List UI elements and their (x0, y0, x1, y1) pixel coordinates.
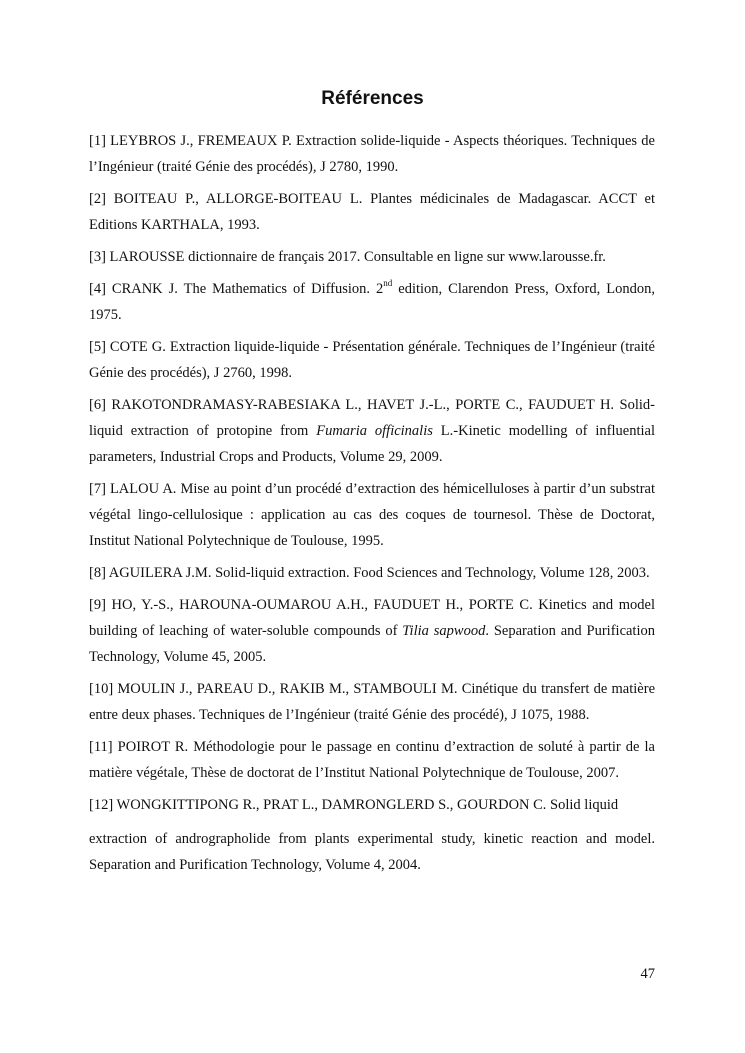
reference-6-italic: Fumaria officinalis (316, 423, 433, 439)
reference-4-text-end: edition, Clarendon Press, Oxford, London, 1975. (89, 281, 655, 323)
reference-11: [11] POIROT R. Méthodologie pour le passage en continu d’extraction de soluté à partir de la matière végétale, Thèse de doctorat de l’Institut National Polytechnique de Toulouse, 2007. (89, 739, 655, 781)
reference-1: [1] LEYBROS J., FREMEAUX P. Extraction solide-liquide - Aspects théoriques. Techniques de l’Ingénieur (traité Génie des procédés), J 2780, 1990. (89, 133, 655, 175)
reference-4-text: [4] CRANK J. The Mathematics of Diffusion. 2 (89, 281, 384, 297)
reference-5: [5] COTE G. Extraction liquide-liquide - Présentation générale. Techniques de l’Ingénieur (traité Génie des procédés), J 2760, 1998. (89, 339, 655, 381)
reference-8: [8] AGUILERA J.M. Solid-liquid extraction. Food Sciences and Technology, Volume 128, 2003. (89, 565, 650, 581)
reference-6-text: [6] RAKOTONDRAMASY-RABESIAKA L., HAVET J.-L., PORTE C., FAUDUET H. Solid-liquid extraction of protopine from (89, 397, 655, 439)
reference-9-text-end: . Separation and Purification Technology, Volume 45, 2005. (89, 623, 655, 665)
reference-9-text: [9] HO, Y.-S., HAROUNA-OUMAROU A.H., FAUDUET H., PORTE C. Kinetics and model building of leaching of water-soluble compounds of (89, 597, 655, 639)
reference-4-superscript: nd (383, 278, 393, 289)
reference-12-line1: [12] WONGKITTIPONG R., PRAT L., DAMRONGLERD S., GOURDON C. Solid liquid (89, 797, 619, 813)
reference-9 (89, 592, 655, 670)
page-title: Références (321, 88, 424, 109)
reference-7: [7] LALOU A. Mise au point d’un procédé d’extraction des hémicelluloses à partir d’un substrat végétal lingo-cellulosique : application au cas des coques de tournesol. Thèse de Doctorat, Institut National Polytechnique de Toulouse, 1995. (89, 481, 655, 549)
page-number: 47 (640, 966, 655, 982)
reference-12-continuation: extraction of andrographolide from plants experimental study, kinetic reaction and model. Separation and Purification Technology, Volume 4, 2004. (89, 831, 655, 873)
reference-6 (89, 392, 655, 470)
reference-3: [3] LAROUSSE dictionnaire de français 2017. Consultable en ligne sur www.larousse.fr. (89, 249, 606, 265)
reference-10: [10] MOULIN J., PAREAU D., RAKIB M., STAMBOULI M. Cinétique du transfert de matière entre deux phases. Techniques de l’Ingénieur (traité Génie des procédé), J 1075, 1988. (89, 681, 655, 723)
reference-2: [2] BOITEAU P., ALLORGE-BOITEAU L. Plantes médicinales de Madagascar. ACCT et Editions KARTHALA, 1993. (89, 191, 655, 233)
reference-list (89, 128, 655, 884)
reference-4 (89, 276, 655, 328)
reference-6-text-end: L.-Kinetic modelling of influential parameters, Industrial Crops and Products, Volume 29, 2009. (89, 423, 656, 465)
reference-9-italic: Tilia sapwood (402, 623, 486, 639)
